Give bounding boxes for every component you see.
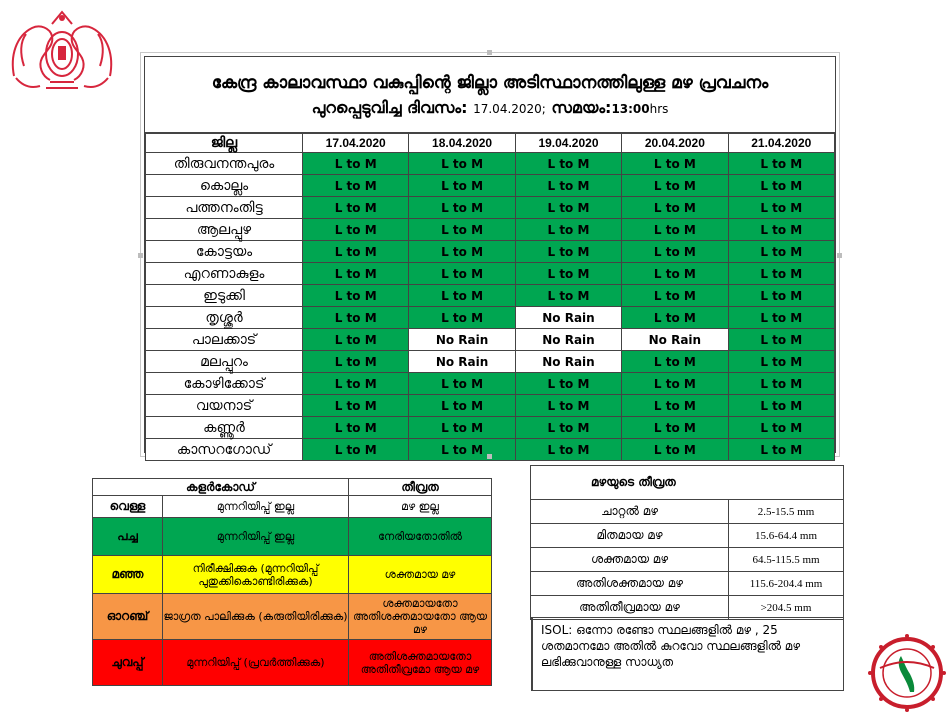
rain-intensity-row (531, 596, 844, 620)
color-intensity: നേരിയതോതിൽ (349, 518, 492, 556)
forecast-cell: L to M (622, 241, 728, 263)
forecast-cell: L to M (303, 417, 409, 439)
rain-range: 2.5-15.5 mm (729, 500, 844, 524)
forecast-cell: L to M (515, 153, 621, 175)
district-name: ഇടുക്കി (146, 285, 303, 307)
color-name: ഓറഞ്ച് (93, 594, 163, 640)
color-meaning: മുന്നറിയിപ്പ് ഇല്ല (163, 496, 349, 518)
district-name: ആലപ്പുഴ (146, 219, 303, 241)
forecast-cell: L to M (409, 417, 515, 439)
forecast-cell: L to M (409, 263, 515, 285)
color-code-row (93, 496, 492, 518)
district-name: പത്തനംതിട്ട (146, 197, 303, 219)
color-code-row (93, 518, 492, 556)
forecast-row (146, 219, 835, 241)
forecast-cell: L to M (303, 439, 409, 461)
forecast-row (146, 153, 835, 175)
forecast-cell: L to M (728, 395, 834, 417)
forecast-cell: L to M (622, 351, 728, 373)
rain-intensity-row (531, 500, 844, 524)
forecast-cell: L to M (515, 219, 621, 241)
forecast-cell: L to M (409, 307, 515, 329)
forecast-cell: L to M (515, 197, 621, 219)
forecast-cell: L to M (303, 351, 409, 373)
forecast-cell: L to M (303, 197, 409, 219)
date-column-header: 18.04.2020 (409, 134, 515, 153)
forecast-cell: L to M (622, 439, 728, 461)
frame-handle[interactable] (138, 253, 143, 258)
forecast-cell: L to M (409, 219, 515, 241)
frame-handle[interactable] (487, 454, 492, 459)
forecast-row (146, 175, 835, 197)
forecast-cell: L to M (622, 153, 728, 175)
forecast-cell: L to M (622, 307, 728, 329)
issued-label: പുറപ്പെടുവിച്ച ദിവസം: (311, 98, 468, 117)
forecast-cell: L to M (515, 439, 621, 461)
date-column-header: 17.04.2020 (303, 134, 409, 153)
forecast-cell: L to M (622, 395, 728, 417)
rain-intensity-title-row (531, 466, 844, 500)
forecast-cell: L to M (515, 263, 621, 285)
forecast-title: കേന്ദ്ര കാലാവസ്ഥാ വകുപ്പിന്റെ ജില്ലാ അടിസ്ഥാനത്തിലുള്ള മഴ പ്രവചനം (211, 73, 769, 93)
forecast-cell: L to M (728, 439, 834, 461)
forecast-cell: L to M (622, 263, 728, 285)
forecast-cell: L to M (515, 285, 621, 307)
forecast-panel (140, 52, 840, 457)
kerala-state-emblem-icon (6, 6, 118, 96)
isol-note: ISOL: ഒന്നോ രണ്ടോ സ്ഥലങ്ങളിൽ മഴ , 25 ശതമാനമോ അതിൽ കുറവോ സ്ഥലങ്ങളിൽ മഴ ലഭിക്കുവാനുള്ള സാധ്യത (531, 617, 844, 691)
forecast-cell: L to M (622, 175, 728, 197)
forecast-cell: L to M (303, 175, 409, 197)
forecast-cell: L to M (303, 329, 409, 351)
district-name: കോഴിക്കോട് (146, 373, 303, 395)
rain-range: >204.5 mm (729, 596, 844, 620)
forecast-cell: L to M (409, 285, 515, 307)
forecast-title-box (145, 57, 835, 133)
rain-intensity-row (531, 524, 844, 548)
forecast-row (146, 285, 835, 307)
frame-handle[interactable] (487, 50, 492, 55)
rain-category: ശക്തമായ മഴ (531, 548, 729, 572)
rain-category: മിതമായ മഴ (531, 524, 729, 548)
color-intensity: മഴ ഇല്ല (349, 496, 492, 518)
forecast-cell: L to M (728, 307, 834, 329)
color-name: ചുവപ്പ് (93, 640, 163, 686)
district-column-header: ജില്ല (146, 134, 303, 153)
district-name: വയനാട് (146, 395, 303, 417)
forecast-cell: L to M (728, 417, 834, 439)
forecast-row (146, 241, 835, 263)
color-code-table (92, 478, 492, 686)
forecast-cell: L to M (728, 153, 834, 175)
rain-range: 64.5-115.5 mm (729, 548, 844, 572)
color-intensity: ശക്തമായതോ അതിശക്തമായതോ ആയ മഴ (349, 594, 492, 640)
color-name: വെള്ള (93, 496, 163, 518)
forecast-cell: L to M (622, 373, 728, 395)
forecast-cell: L to M (409, 241, 515, 263)
kerala-disaster-management-badge-icon (868, 634, 946, 712)
color-meaning: ജാഗ്രത പാലിക്കുക (കരുതിയിരിക്കുക) (163, 594, 349, 640)
intensity-header: തീവ്രത (349, 479, 492, 496)
date-column-header: 21.04.2020 (728, 134, 834, 153)
rain-category: ചാറ്റൽ മഴ (531, 500, 729, 524)
forecast-cell: L to M (409, 153, 515, 175)
color-code-row (93, 556, 492, 594)
forecast-cell: L to M (622, 219, 728, 241)
forecast-cell: L to M (622, 197, 728, 219)
color-code-header: കളർകോഡ് (93, 479, 349, 496)
forecast-header-row (146, 134, 835, 153)
forecast-cell: L to M (728, 197, 834, 219)
forecast-row (146, 373, 835, 395)
forecast-cell: L to M (303, 153, 409, 175)
forecast-row (146, 197, 835, 219)
color-intensity: ശക്തമായ മഴ (349, 556, 492, 594)
district-name: കോട്ടയം (146, 241, 303, 263)
district-name: തൃശ്ശൂർ (146, 307, 303, 329)
forecast-row (146, 263, 835, 285)
rain-range: 15.6-64.4 mm (729, 524, 844, 548)
forecast-row (146, 395, 835, 417)
forecast-cell: L to M (515, 417, 621, 439)
rain-intensity-row (531, 572, 844, 596)
color-name: മഞ്ഞ (93, 556, 163, 594)
district-name: പാലക്കാട് (146, 329, 303, 351)
forecast-row (146, 417, 835, 439)
color-meaning: മുന്നറിയിപ്പ് (പ്രവർത്തിക്കുക) (163, 640, 349, 686)
district-name: മലപ്പുറം (146, 351, 303, 373)
forecast-cell: L to M (409, 373, 515, 395)
forecast-cell: L to M (728, 373, 834, 395)
forecast-table (145, 133, 835, 461)
color-meaning: മുന്നറിയിപ്പ് ഇല്ല (163, 518, 349, 556)
time-value: 13:00 (611, 102, 650, 116)
forecast-cell: L to M (515, 241, 621, 263)
color-code-row (93, 640, 492, 686)
rain-category: അതിതീവ്രമായ മഴ (531, 596, 729, 620)
forecast-cell: L to M (622, 417, 728, 439)
rain-intensity-table (530, 465, 844, 620)
forecast-row (146, 307, 835, 329)
forecast-cell: No Rain (409, 351, 515, 373)
date-column-header: 20.04.2020 (622, 134, 728, 153)
color-intensity: അതിശക്തമായതോ അതിതീവ്രമോ ആയ മഴ (349, 640, 492, 686)
forecast-cell: L to M (622, 285, 728, 307)
forecast-cell: L to M (409, 395, 515, 417)
date-column-header: 19.04.2020 (515, 134, 621, 153)
rain-range: 115.6-204.4 mm (729, 572, 844, 596)
forecast-cell: L to M (303, 241, 409, 263)
forecast-cell: L to M (303, 219, 409, 241)
forecast-cell: L to M (728, 351, 834, 373)
forecast-row (146, 351, 835, 373)
forecast-cell: No Rain (515, 329, 621, 351)
forecast-cell: No Rain (515, 307, 621, 329)
forecast-cell: L to M (728, 263, 834, 285)
forecast-cell: L to M (409, 175, 515, 197)
forecast-cell: L to M (728, 329, 834, 351)
forecast-cell: L to M (303, 373, 409, 395)
issued-date: 17.04.2020; (473, 102, 546, 116)
issued-info (145, 95, 835, 122)
rain-category: അതിശക്തമായ മഴ (531, 572, 729, 596)
forecast-cell: L to M (515, 175, 621, 197)
forecast-cell: No Rain (515, 351, 621, 373)
forecast-cell: L to M (515, 395, 621, 417)
forecast-cell: No Rain (622, 329, 728, 351)
forecast-cell: L to M (728, 175, 834, 197)
color-code-row (93, 594, 492, 640)
forecast-cell: L to M (409, 197, 515, 219)
time-label: സമയം: (551, 98, 612, 117)
district-name: കാസറഗോഡ് (146, 439, 303, 461)
forecast-row (146, 329, 835, 351)
forecast-cell: No Rain (409, 329, 515, 351)
forecast-cell: L to M (303, 285, 409, 307)
district-name: തിരുവനന്തപുരം (146, 153, 303, 175)
forecast-cell: L to M (728, 285, 834, 307)
forecast-cell: L to M (409, 439, 515, 461)
color-name: പച്ച (93, 518, 163, 556)
forecast-cell: L to M (303, 395, 409, 417)
district-name: കൊല്ലം (146, 175, 303, 197)
time-unit: hrs (649, 102, 669, 116)
forecast-cell: L to M (728, 241, 834, 263)
district-name: എറണാകുളം (146, 263, 303, 285)
rain-intensity-row (531, 548, 844, 572)
forecast-cell: L to M (728, 219, 834, 241)
rain-intensity-title: മഴയുടെ തീവ്രത (531, 466, 844, 500)
color-code-header-row (93, 479, 492, 496)
forecast-cell: L to M (303, 263, 409, 285)
district-name: കണ്ണൂർ (146, 417, 303, 439)
forecast-cell: L to M (303, 307, 409, 329)
color-meaning: നിരീക്ഷിക്കുക (മുന്നറിയിപ്പ് പുതുക്കികൊണ്ടിരിക്കുക) (163, 556, 349, 594)
frame-handle[interactable] (837, 253, 842, 258)
forecast-cell: L to M (515, 373, 621, 395)
